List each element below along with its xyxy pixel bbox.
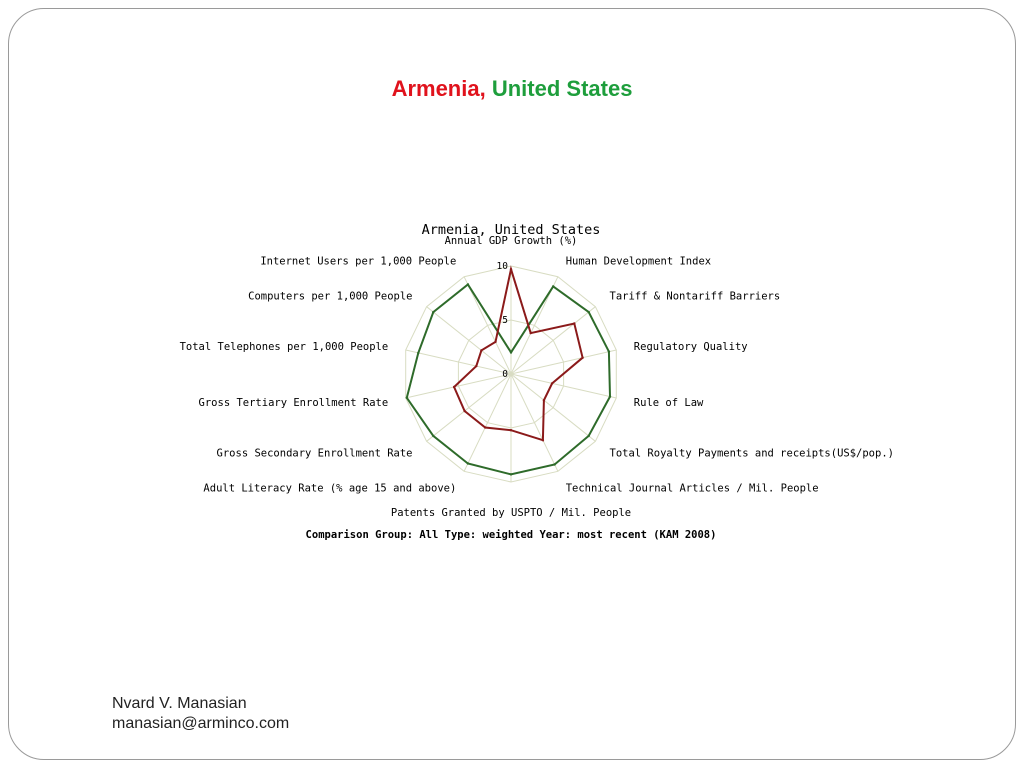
radar-tick-label: 10 <box>496 261 508 272</box>
radar-axis-label: Human Development Index <box>565 255 712 268</box>
radar-series-1-point <box>588 435 590 437</box>
radar-series-1-point <box>609 395 611 397</box>
radar-series-1-point <box>510 351 512 353</box>
radar-series-1-point <box>467 283 469 285</box>
radar-series-1-point <box>406 397 408 399</box>
radar-series-1-point <box>432 435 434 437</box>
radar-axis-label: Regulatory Quality <box>633 341 748 353</box>
footer-author: Nvard V. Manasian <box>112 695 247 712</box>
radar-series-1-point <box>552 285 554 287</box>
radar-axis-label: Patents Granted by USPTO / Mil. People <box>390 507 632 519</box>
radar-axis-label: Gross Secondary Enrollment Rate <box>216 447 413 460</box>
footer-email: manasian@arminco.com <box>112 715 290 732</box>
radar-axis-label: Technical Journal Articles / Mil. People <box>565 482 819 495</box>
radar-series-2-point <box>551 382 553 384</box>
radar-series-2-point <box>480 349 482 351</box>
radar-spoke <box>511 374 558 471</box>
radar-series-2-point <box>510 429 512 431</box>
radar-series-2-point <box>510 268 512 270</box>
radar-grid <box>406 266 617 482</box>
radar-series-1-point <box>553 463 555 465</box>
radar-series-1-point <box>608 350 610 352</box>
footer <box>112 694 289 734</box>
radar-axis-label: Computers per 1,000 People <box>248 290 413 303</box>
radar-axis-label: Total Royalty Payments and receipts(US$/pop.) <box>609 447 894 460</box>
radar-axis-label: Rule of Law <box>633 397 704 409</box>
radar-tick-label: 0 <box>502 369 508 380</box>
radar-series-2-point <box>453 386 455 388</box>
radar-axis-label: Adult Literacy Rate (% age 15 and above) <box>203 482 457 495</box>
radar-tick-label: 5 <box>502 315 508 326</box>
radar-series-1-point <box>432 311 434 313</box>
chart-title: Armenia, United States <box>421 222 601 238</box>
radar-series-2-point <box>494 341 496 343</box>
radar-tick-labels <box>497 261 509 380</box>
radar-series-2-point <box>581 357 583 359</box>
radar-series-2-point <box>573 322 575 324</box>
radar-series-1-point <box>417 352 419 354</box>
radar-series-1-point <box>510 473 512 475</box>
radar-series-2-point <box>475 365 477 367</box>
radar-axis-label: Tariff & Nontariff Barriers <box>609 290 781 303</box>
radar-series-2-point <box>530 332 532 334</box>
radar-series-2-point <box>543 399 545 401</box>
chart-caption: Comparison Group: All Type: weighted Year: most recent (KAM 2008) <box>305 529 717 541</box>
radar-spoke <box>464 374 511 471</box>
radar-series-1-point <box>588 311 590 313</box>
slide-title-country-1: Armenia, <box>391 76 486 101</box>
radar-series-2-point <box>463 410 465 412</box>
radar-axis-label: Total Telephones per 1,000 People <box>179 341 389 353</box>
radar-series-2-point <box>484 426 486 428</box>
radar-axis-label: Internet Users per 1,000 People <box>260 255 457 268</box>
radar-series-2-point <box>542 439 544 441</box>
radar-axis-label: Gross Tertiary Enrollment Rate <box>198 397 389 409</box>
slide-title-country-2: United States <box>491 76 633 101</box>
radar-series-1-point <box>467 462 469 464</box>
radar-axis-label: Annual GDP Growth (%) <box>444 235 578 247</box>
